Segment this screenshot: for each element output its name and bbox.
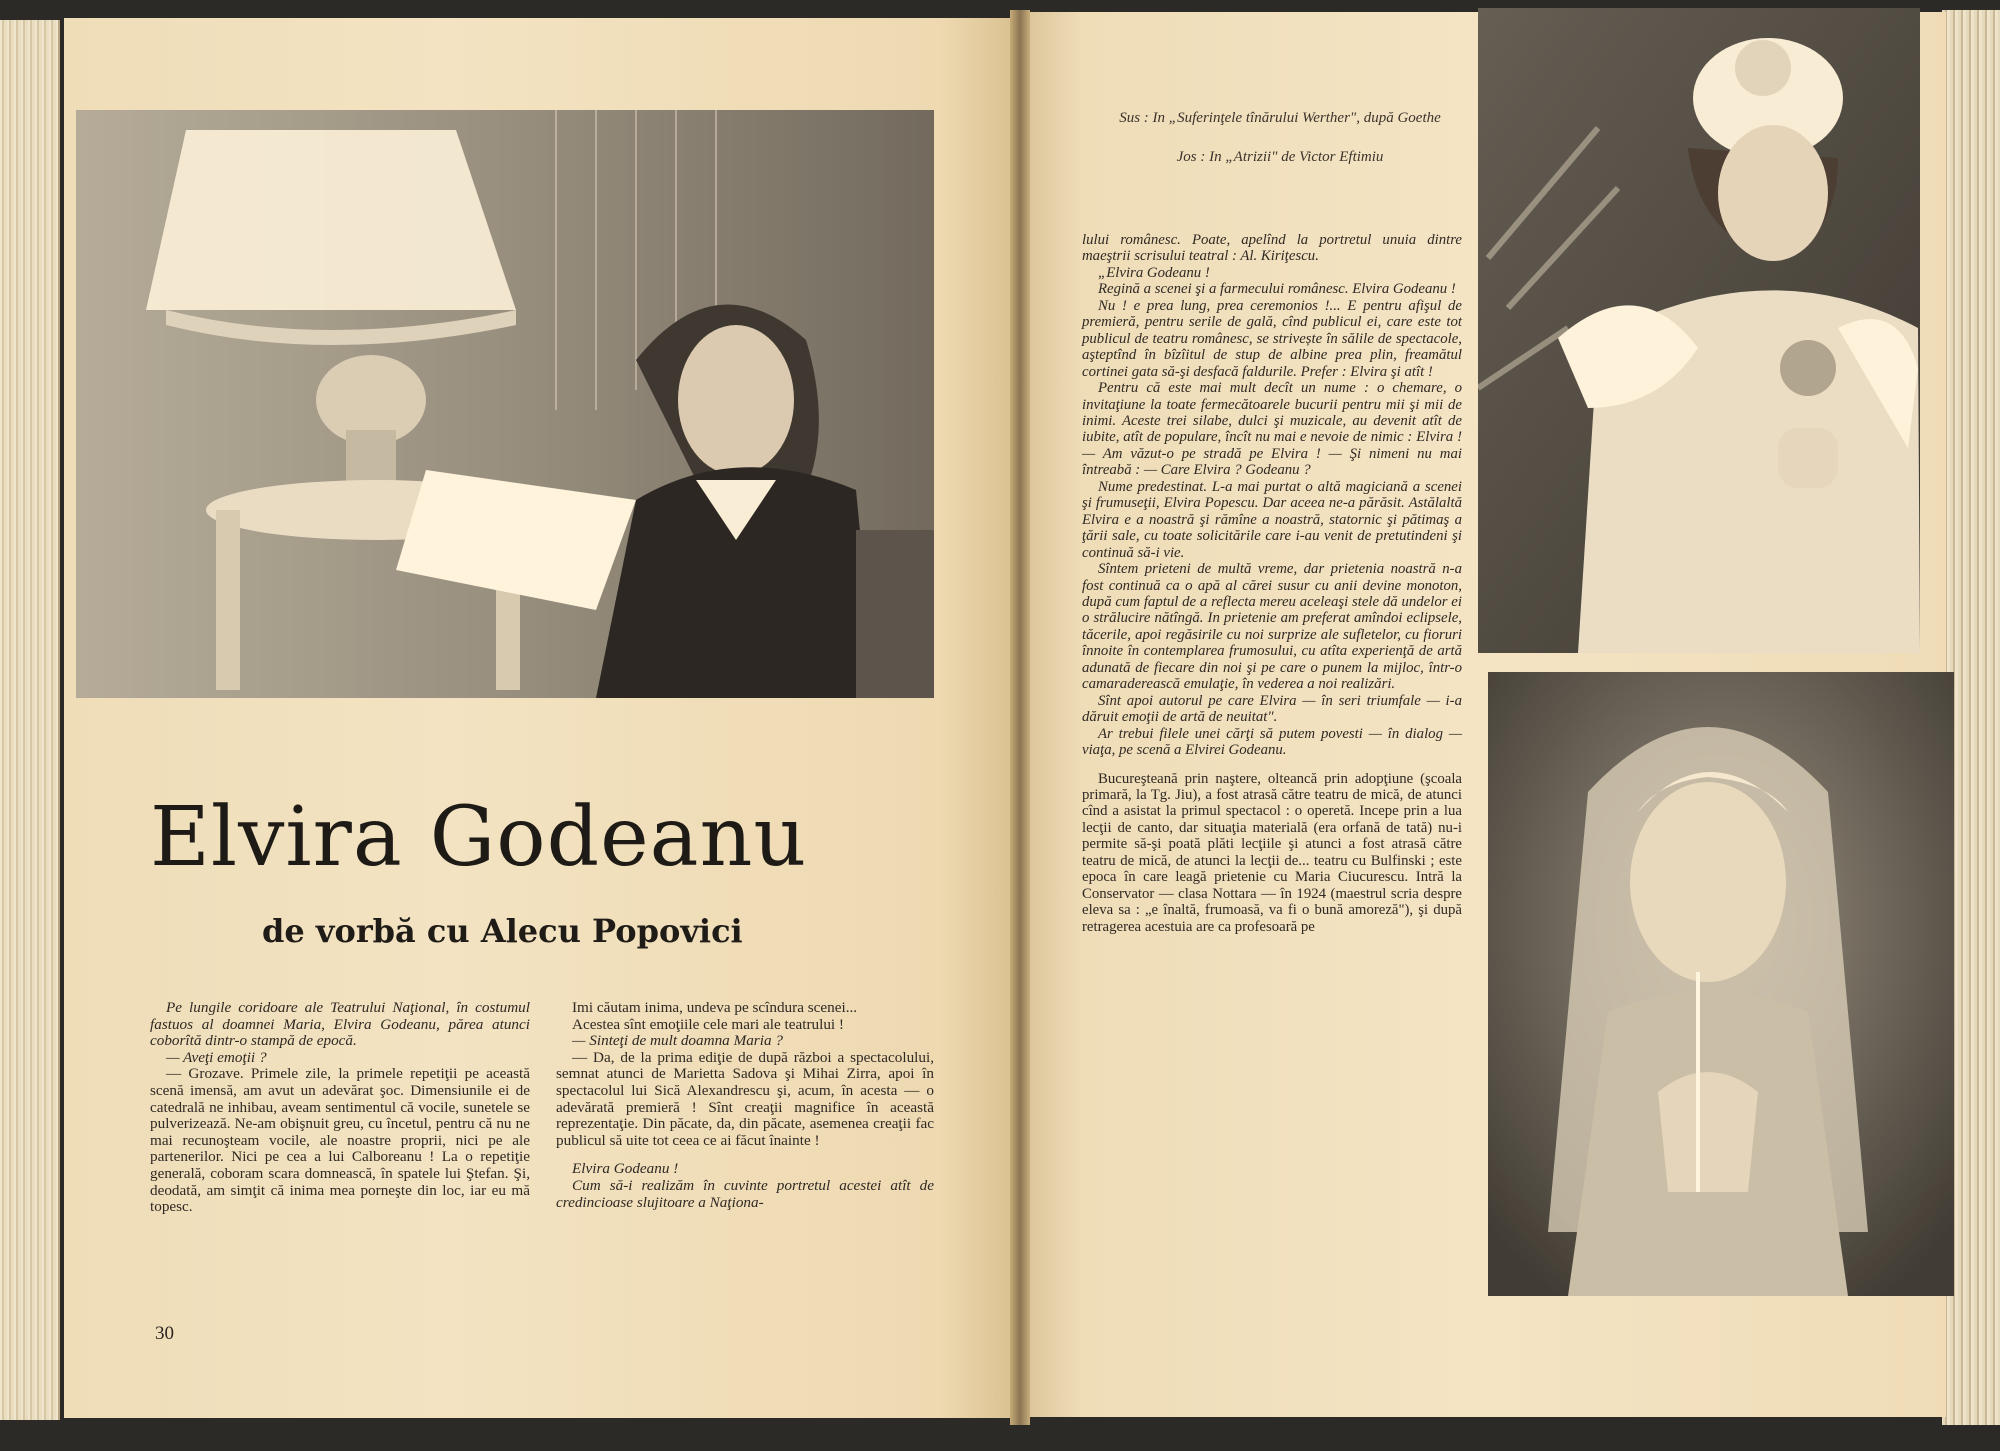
paragraph: Ar trebui filele unei cărţi să putem povesti — în dialog — viaţa, pe scenă a Elvirei Godeanu. <box>1082 725 1462 759</box>
portrait-photo-newspaper <box>76 110 934 698</box>
paragraph: Sîntem prieteni de multă vreme, dar prietenia noastră n-a fost continuă ca o apă al cărei susur cu anii devine monoton, după cum faptul de a reflecta mereu aceleaşi stele dă undelor ei o strălucire nătîngă. In prietenie am preferat amîndoi eclipsele, tăcerile, apoi regăsirile cu noi surprize ale sufletelor, cu fioruri înnoite în contemplarea frumosului, cu atîta experienţă de artă adunată de fiecare din noi şi pe care o punem la mijloc, într-o camaraderească emulaţie, în vederea a noi realizări. <box>1082 561 1462 693</box>
paragraph: „Elvira Godeanu ! <box>1098 264 1210 281</box>
paragraph: — Grozave. Primele zile, la primele repetiţii pe această scenă imensă, am avut un adevărat şoc. Dimensiunile ei de catedrală ne inhibau, aveam sentimentul că vocile, sunetele se pulverizează. Ne-am obişnuit greu, cu încetul, pentru că nu ne mai recunoşteam vocile, ale noastre proprii, nici pe ale partenerilor. Nici pe cea a lui Calboreanu ! La o repetiţie generală, coboram scara domnească, în spatele lui Ştefan. Şi, deodată, am simţit că inima mea porneşte din loc, iar eu mă topesc. <box>150 1065 530 1216</box>
werther-role-photo <box>1478 8 1920 653</box>
caption-top: Sus : In „Suferinţele tînărului Werther", după Goethe <box>1119 110 1441 126</box>
article-title: Elvira Godeanu <box>150 790 808 885</box>
paragraph: lului românesc. Poate, apelînd la portretul unuia dintre maeştrii scrisului teatral : Al. Kiriţescu. <box>1082 232 1462 265</box>
caption-bottom: Jos : In „Atrizii" de Victor Eftimiu <box>1176 149 1384 165</box>
atrizii-photo-art <box>1488 672 1954 1296</box>
photo-captions <box>1110 110 1450 166</box>
paragraph: Nume predestinat. L-a mai purtat o altă magiciană a scenei şi frumuseţii, Elvira Popescu. Dar aceea ne-a părăsit. Astălaltă Elvira e a noastră şi rămîne a noastră, statornic şi pătimaş a ţării sale, cu toate solicitările care i-au venit de pretutindeni şi continuă să-i vie. <box>1082 478 1462 561</box>
text-column-3 <box>1082 232 1462 935</box>
paragraph: Nu ! e prea lung, prea ceremonios !... E pentru afişul de premieră, pentru serile de gală, cînd publicul ei, care este tot publicul de teatru românesc, se strivește în sălile de spectacole, aşteptînd în bîzîitul de stup de albine prea plin, freamătul cortinei gata să-şi desfacă faldurile. Prefer : Elvira şi atît ! <box>1082 297 1462 380</box>
page-number: 30 <box>155 1323 174 1344</box>
paragraph: — Da, de la prima ediţie de după război a spectacolului, semnat atunci de Marietta Sadova şi Mihai Zirra, apoi în spectacolul lui Sică Alexandrescu şi, acum, în acesta — o adevărată premieră ! Sînt creaţii magnifice în această reprezentaţie. Din păcate, da, din păcate, asemenea creaţii fac publicul să uite tot ceea ce ai făcut înainte ! <box>556 1048 934 1149</box>
paragraph: Pentru că este mai mult decît un nume : o chemare, o invitaţiune la toate fermecătoarele bucurii pentru mii şi mii de inimi. Aceste trei silabe, dulci şi muzicale, au devenit atît de iubite, atît de populare, încît nu mai e nevoie de nimic : Elvira ! — Am văzut-o pe stradă pe Elvira ! — Şi nimeni nu mai întreabă : — Care Elvira ? Godeanu ? <box>1082 380 1462 479</box>
paragraph: Imi căutam inima, undeva pe scîndura scenei... <box>572 999 858 1016</box>
paragraph: Regină a scenei şi a farmecului românesc. Elvira Godeanu ! <box>1098 281 1456 298</box>
werther-photo-art <box>1478 8 1920 653</box>
paragraph: — Aveţi emoţii ? <box>166 1048 267 1066</box>
paragraph: Pe lungile coridoare ale Teatrului Naţional, în costumul fastuos al doamnei Maria, Elvira Godeanu, părea atunci coborîtă dintr-o stampă de epocă. <box>150 999 530 1050</box>
paragraph: Elvira Godeanu ! <box>572 1160 679 1178</box>
atrizii-role-photo <box>1488 672 1954 1296</box>
paragraph: Sînt apoi autorul pe care Elvira — în seri triumfale — i-a dăruit emoţii de artă de neuitat". <box>1082 692 1462 726</box>
text-column-2 <box>556 1000 934 1211</box>
paragraph: Acestea sînt emoţiile cele mari ale teatrului ! <box>572 1015 844 1033</box>
paragraph: Cum să-i realizăm în cuvinte portretul acestei atît de credincioase slujitoare a Naţiona- <box>556 1176 934 1211</box>
text-column-1 <box>150 1000 530 1216</box>
book-gutter <box>1010 10 1030 1425</box>
book-page-edges-left <box>0 20 60 1420</box>
article-subtitle: de vorbă cu Alecu Popovici <box>262 912 743 950</box>
paragraph: — Sinteţi de mult doamna Maria ? <box>572 1032 783 1050</box>
portrait-photo-art <box>76 110 934 698</box>
paragraph: Bucureşteană prin naştere, olteancă prin adopţiune (şcoala primară, la Tg. Jiu), a fost atrasă către teatru de mică, de atunci cînd a asistat la primul spectacol : o operetă. Incepe prin a lua lecţii de canto, dar situaţia materială (era orfană de tată) nu-i permite să-şi poată plăti lecţiile şi atunci a fost atrasă către teatru de mică, de atunci la lecţii de... teatru cu Bulfinski ; este epoca în care leagă prietenie cu Maria Ciucurescu. Intră la Conservator — clasa Nottara — în 1924 (maestrul scria despre eleva sa : „e înaltă, frumoasă, va fi o bună amoreză"), şi după retragerea acestuia are ca profesoară pe <box>1082 770 1462 935</box>
